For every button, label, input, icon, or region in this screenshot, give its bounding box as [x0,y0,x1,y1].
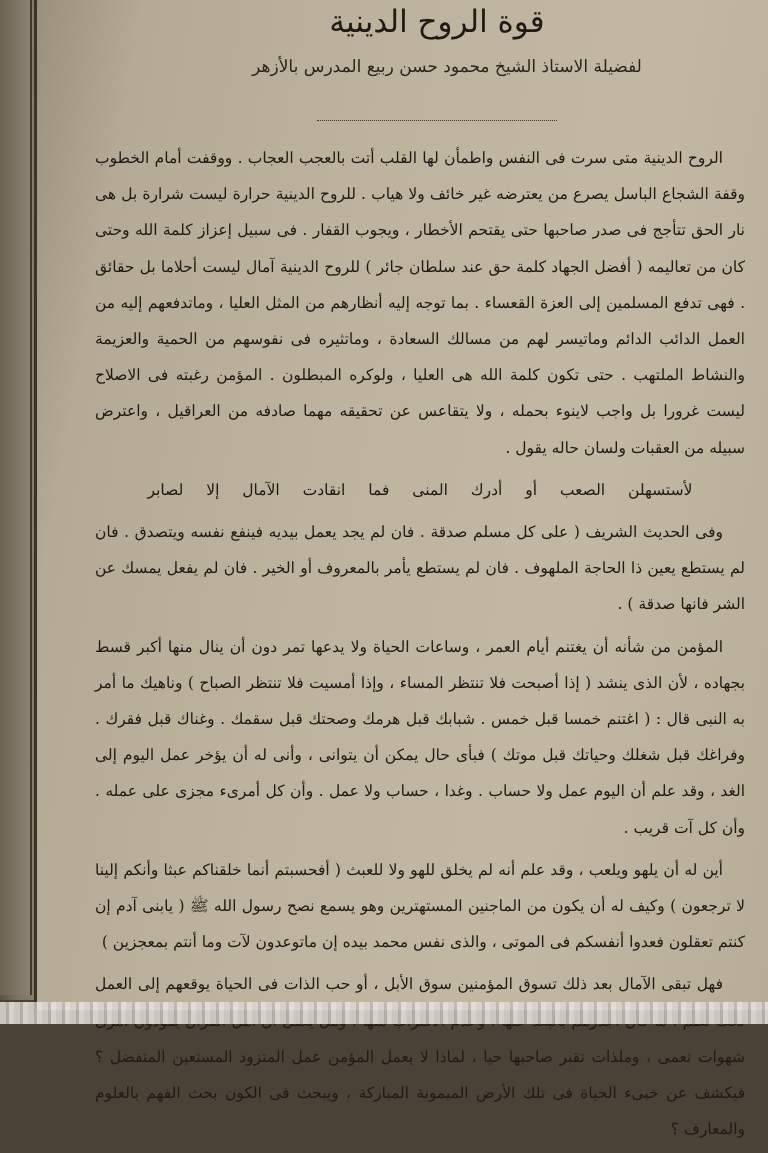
paragraph-1: الروح الدينية متى سرت فى النفس واطمأن لها القلب أتت بالعجب العجاب . ووقفت أمام الخطوب وقفة الشجاع الباسل يصرع من يعترضه غير خائف ولا هياب . للروح الدينية حرارة ليست شرارة بل هى نار الحق تتأجج فى صدر صاحبها حتى يقتحم الأخطار ، ويجوب القفار . فى سبيل إعزاز كلمة الله وحتى كان من تعاليمه ( أفضل الجهاد كلمة حق عند سلطان جائر ) للروح الدينية آمال ليست أحلاما بل حقائق . فهى تدفع المسلمين إلى العزة القعساء . بما توجه إليه أنظارهم من المثل العليا ، وماتدفعهم إليه من العمل الدائب الدائم وماتيسر لهم من مسالك السعادة ، وماتثيره فى نفوسهم من الحمية والعزيمة والنشاط الملتهب . حتى تكون كلمة الله هى العليا ، ولوكره المبطلون . المؤمن رغبته فى الاصلاح ليست غرورا بل واجب لاينوء بحمله ، ولا يتقاعس عن تحقيقه مهما صادفه من العراقيل ، واعترض سبيله من العقبات ولسان حاله يقول . [95,149,745,457]
facing-page-edge [0,0,32,995]
book-page [34,0,768,1139]
paragraph-5: فهل تبقى الآمال بعد ذلك تسوق المؤمنين سوق الأبل ، أو حب الذات فى الحياة يوقعهم إلى العمل شهوات تعمى ، وملذات تقبر صاحبها حيا ، لماذا لا يعمل المؤمن عمل المتزود المستعين المتفضل ؟ فيكشف عن خبىء الحياة فى تلك الأرض الميمونة المباركة ، ويبحث فى الكون بحث الفهم بالعلوم والمعارف ؟ [95,975,745,1139]
article-title: قوة الروح الدينية [329,4,545,40]
paragraph-4: أين له أن يلهو ويلعب ، وقد علم أنه لم يخلق للهو ولا للعبث ( أفحسبتم أنما خلقناكم عبثا وأنكم إلينا لا ترجعون ) وكيف له أن يكون من الماجنين المستهترين وهو يسمع نصح رسول الله ﷺ ( يابنى آدم إن كنتم تعقلون فعدوا أنفسكم فى الموتى ، والذى نفس محمد بيده إن ماتوعدون لآت وما أنتم بمعجزين ) [95,860,745,952]
title-divider [317,120,557,121]
article-byline: لفضيلة الاستاذ الشيخ محمود حسن ربيع المدرس بالأزهر [252,57,642,77]
tablecloth-background [0,1002,768,1024]
paragraph-2: وفى الحديث الشريف ( على كل مسلم صدقة . فان لم يجد يعمل بيديه فينفع نفسه ويتصدق . فان لم يستطع يعين ذا الحاجة الملهوف . فان لم يستطع يأمر بالمعروف أو الخير . فان لم يفعل يمسك عن الشر فانها صدقة ) . [95,523,745,614]
poetry-verse [95,472,745,508]
verse-second-hemistich: فما انقادت الآمال إلا لصابر [147,480,390,499]
verse-first-hemistich: لأستسهلن الصعب أو أدرك المنى [412,480,693,499]
paragraph-3: المؤمن من شأنه أن يغتنم أيام العمر ، وساعات الحياة ولا يدعها تمر دون أن ينال منها أكبر قسط بجهاده ، لأن الذى ينشد ( إذا أصبحت فلا تنتظر المساء ، وإذا أمسيت فلا تنتظر الصباح ) وناهيك ما أمر به النبى قال : ( اغتنم خمسا قبل خمس . شبابك قبل هرمك وصحتك قبل سقمك . وغناك قبل فقرك . وفراغك قبل شغلك وحياتك قبل موتك ) فبأى حال يمكن أن يتوانى ، وأنى له أن يؤخر عمل اليوم إلى الغد ، وقد علم أن اليوم عمل ولا حساب . وغدا ، حساب ولا عمل . وأن كل أمرىء مجزى على عمله . وأن كل آت قريب . [95,637,745,837]
